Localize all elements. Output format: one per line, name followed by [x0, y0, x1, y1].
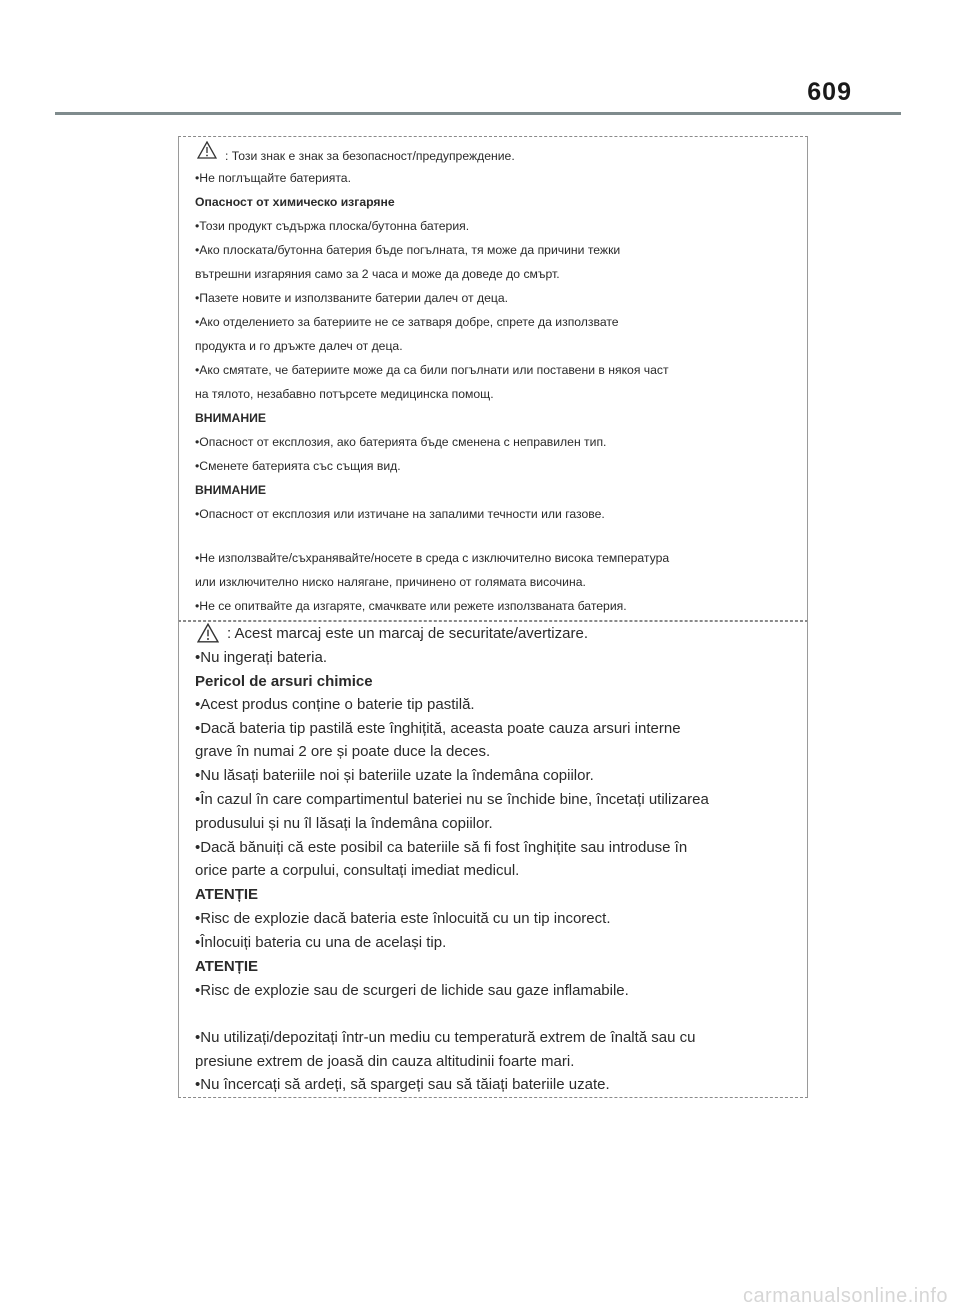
romanian-warning-panel [178, 620, 808, 1098]
attention-heading: ATENȚIE [195, 886, 259, 903]
text-line: orice parte a corpului, consultați imediat medicul. [195, 862, 520, 879]
chemical-burn-heading: Pericol de arsuri chimice [195, 673, 373, 690]
warning-triangle-icon [197, 141, 217, 159]
text-line: •Пазете новите и използваните батерии далеч от деца. [195, 291, 508, 305]
text-line: •Ако отделението за батериите не се затваря добре, спрете да използвате [195, 315, 619, 329]
text-line: •Înlocuiți bateria cu una de același tip. [195, 934, 447, 951]
text-line: presiune extrem de joasă din cauza altitudinii foarte mari. [195, 1053, 575, 1070]
text-line: •Не използвайте/съхранявайте/носете в среда с изключително висока температура [195, 551, 670, 565]
text-line: •Acest produs conține o baterie tip pastilă. [195, 696, 475, 713]
text-line: •Nu utilizați/depozitați într-un mediu cu temperatură extrem de înaltă sau cu [195, 1029, 696, 1046]
no-swallow-line: •Nu ingerați bateria. [195, 649, 327, 666]
attention-heading: ATENȚIE [195, 958, 259, 975]
text-line: продукта и го дръжте далеч от деца. [195, 339, 403, 353]
page-number: 609 [807, 78, 852, 106]
text-line: •Опасност от експлозия или изтичане на запалими течности или газове. [195, 507, 605, 521]
text-line: •Dacă bateria tip pastilă este înghițită, aceasta poate cauza arsuri interne [195, 720, 681, 737]
text-line: или изключително ниско налягане, причинено от голямата височина. [195, 575, 586, 589]
text-line: •Не се опитвайте да изгаряте, смачквате или режете използваната батерия. [195, 599, 627, 613]
text-line: •Опасност от експлозия, ако батерията бъде сменена с неправилен тип. [195, 435, 607, 449]
bulgarian-warning-panel [178, 136, 808, 622]
chemical-burn-heading: Опасност от химическо изгаряне [195, 195, 395, 209]
text-line: •Ако плоската/бутонна батерия бъде погълната, тя може да причини тежки [195, 243, 621, 257]
site-watermark: carmanualsonline.info [742, 1285, 948, 1307]
text-line: •Nu încercați să ardeți, să spargeți sau să tăiați bateriile uzate. [195, 1076, 610, 1093]
text-line: •Nu lăsați bateriile noi și bateriile uzate la îndemâna copiilor. [195, 767, 594, 784]
text-line: вътрешни изгаряния само за 2 часа и може да доведе до смърт. [195, 267, 560, 281]
text-line: produsului și nu îl lăsați la îndemâna copiilor. [195, 815, 493, 832]
warning-symbol-description: : Този знак е знак за безопасност/предупреждение. [225, 149, 515, 163]
warning-symbol-description: : Acest marcaj este un marcaj de securitate/avertizare. [227, 625, 588, 642]
text-line: •Dacă bănuiți că este posibil ca bateriile să fi fost înghițite sau introduse în [195, 839, 688, 856]
text-line: •Risc de explozie sau de scurgeri de lichide sau gaze inflamabile. [195, 982, 629, 999]
attention-heading: ВНИМАНИЕ [195, 483, 267, 497]
text-line: grave în numai 2 ore și poate duce la deces. [195, 743, 491, 760]
header-divider [55, 112, 901, 115]
text-line: •Ако смятате, че батериите може да са били погълнати или поставени в някоя част [195, 363, 669, 377]
attention-heading: ВНИМАНИЕ [195, 411, 267, 425]
text-line: •În cazul în care compartimentul bateriei nu se închide bine, încetați utilizarea [195, 791, 709, 808]
text-line: •Този продукт съдържа плоска/бутонна батерия. [195, 219, 470, 233]
text-line: •Risc de explozie dacă bateria este înlocuită cu un tip incorect. [195, 910, 611, 927]
no-swallow-line: •Не поглъщайте батерията. [195, 171, 351, 185]
text-line: •Сменете батерията със същия вид. [195, 459, 401, 473]
warning-triangle-icon [197, 623, 219, 643]
text-line: на тялото, незабавно потърсете медицинска помощ. [195, 387, 494, 401]
